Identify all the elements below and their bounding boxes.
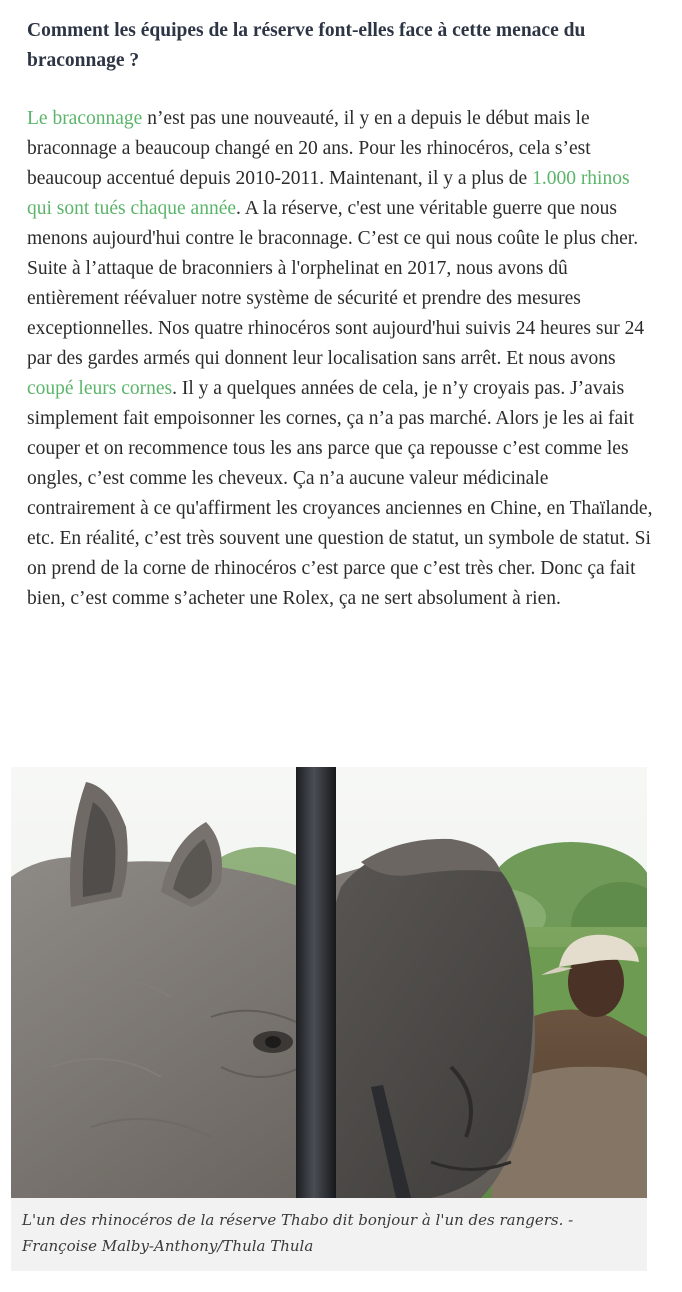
link-rhinos-tues[interactable]: 1.000 rhinos qui sont tués chaque année xyxy=(27,168,630,219)
link-coupe-leurs-cornes[interactable]: coupé leurs cornes xyxy=(27,378,173,399)
link-le-braconnage[interactable]: Le braconnage xyxy=(27,108,143,129)
photo-caption: L'un des rhinocéros de la réserve Thabo dit bonjour à l'un des rangers. - Françoise Malby-Anthony/Thula Thula xyxy=(11,1198,647,1271)
rhino-ranger-photo xyxy=(11,767,647,1198)
article-section xyxy=(27,16,653,614)
answer-text-part-1: n’est pas une nouveauté, il y en a depuis le début mais le braconnage a beaucoup changé en 20 ans. Pour les rhinocéros, cela s’est beaucoup accentué depuis 2010-2011. Maintenant, il y a plus de xyxy=(27,108,591,189)
answer-text-part-3: . Il y a quelques années de cela, je n’y croyais pas. J’avais simplement fait empoisonner les cornes, ça n’a pas marché. Alors je les ai fait couper et on recommence tous les ans parce que ça repousse c’est comme les ongles, c’est comme les cheveux. Ça n’a aucune valeur médicinale contrairement à ce qu'affirment les croyances anciennes en Chine, en Thaïlande, etc. En réalité, c’est très souvent une question de statut, un symbole de statut. Si on prend de la corne de rhinocéros c’est parce que c’est très cher. Donc ça fait bien, c’est comme s’acheter une Rolex, ça ne sert absolument à rien. xyxy=(27,378,653,609)
interview-answer xyxy=(27,104,653,614)
interview-question: Comment les équipes de la réserve font-elles face à cette menace du braconnage ? xyxy=(27,20,586,71)
answer-text-part-2: . A la réserve, c'est une véritable guerre que nous menons aujourd'hui contre le braconnage. C’est ce qui nous coûte le plus cher. Suite à l’attaque de braconniers à l'orphelinat en 2017, nous avons dû entièrement réévaluer notre système de sécurité et prendre des mesures exceptionnelles. Nos quatre rhinocéros sont aujourd'hui suivis 24 heures sur 24 par des gardes armés qui donnent leur localisation sans arrêt. Et nous avons xyxy=(27,198,645,369)
article-figure xyxy=(11,767,647,1271)
